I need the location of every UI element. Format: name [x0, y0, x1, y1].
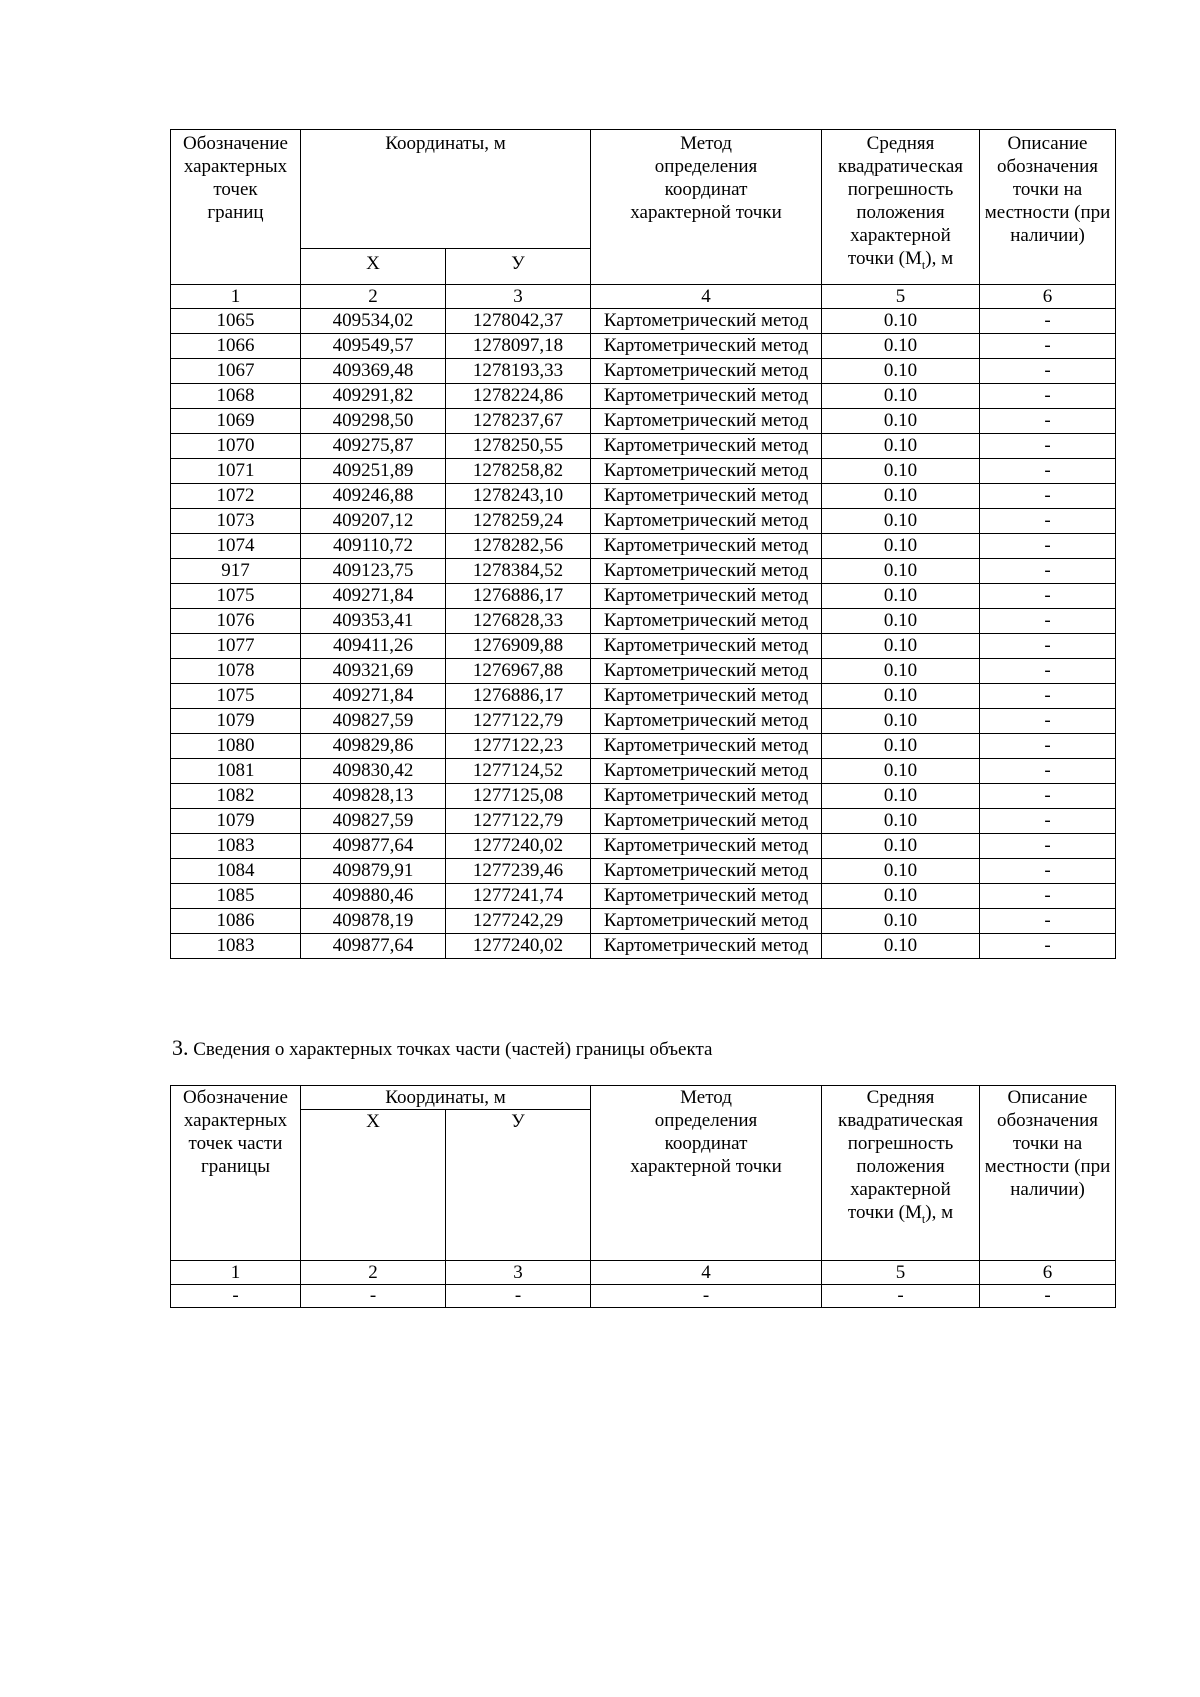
y-coordinate-cell: 1278250,55 — [446, 434, 591, 459]
column-number: 6 — [980, 1261, 1116, 1285]
column-number: 5 — [822, 1261, 980, 1285]
point-designation-cell: 1078 — [171, 659, 301, 684]
description-cell: - — [980, 384, 1116, 409]
table-row — [171, 409, 1116, 434]
x-coordinate-cell: 409828,13 — [301, 784, 446, 809]
description-cell: - — [980, 884, 1116, 909]
error-cell: 0.10 — [822, 859, 980, 884]
y-coordinate-cell: 1278384,52 — [446, 559, 591, 584]
x-coordinate-cell: - — [301, 1285, 446, 1308]
x-coordinate-cell: 409829,86 — [301, 734, 446, 759]
description-cell: - — [980, 734, 1116, 759]
method-cell: Картометрический метод — [591, 934, 822, 959]
table-row — [171, 859, 1116, 884]
y-coordinate-cell: 1276886,17 — [446, 584, 591, 609]
y-coordinate-cell: 1276828,33 — [446, 609, 591, 634]
point-designation-cell: 1067 — [171, 359, 301, 384]
point-designation-cell: 1073 — [171, 509, 301, 534]
description-cell: - — [980, 459, 1116, 484]
x-coordinate-cell: 409321,69 — [301, 659, 446, 684]
x-coordinate-cell: 409110,72 — [301, 534, 446, 559]
point-designation-cell: 1079 — [171, 809, 301, 834]
error-cell: 0.10 — [822, 559, 980, 584]
x-coordinate-cell: 409353,41 — [301, 609, 446, 634]
y-coordinate-cell: 1277240,02 — [446, 934, 591, 959]
error-cell: 0.10 — [822, 534, 980, 559]
x-coordinate-cell: 409369,48 — [301, 359, 446, 384]
description-cell: - — [980, 859, 1116, 884]
table-row — [171, 734, 1116, 759]
error-cell: - — [822, 1285, 980, 1308]
point-designation-cell: 1070 — [171, 434, 301, 459]
column-number: 3 — [446, 285, 591, 309]
boundary-points-table — [170, 129, 1116, 959]
x-coordinate-cell: 409534,02 — [301, 309, 446, 334]
point-designation-cell: 1068 — [171, 384, 301, 409]
method-cell: Картометрический метод — [591, 384, 822, 409]
error-cell: 0.10 — [822, 484, 980, 509]
description-cell: - — [980, 334, 1116, 359]
method-cell: Картометрический метод — [591, 909, 822, 934]
table-row — [171, 434, 1116, 459]
point-designation-cell: 1086 — [171, 909, 301, 934]
y-coordinate-cell: 1278193,33 — [446, 359, 591, 384]
section-number: 3. — [172, 1035, 189, 1060]
x-coordinate-cell: 409878,19 — [301, 909, 446, 934]
point-designation-cell: 1079 — [171, 709, 301, 734]
method-cell: Картометрический метод — [591, 534, 822, 559]
error-cell: 0.10 — [822, 684, 980, 709]
table-row — [171, 609, 1116, 634]
description-cell: - — [980, 684, 1116, 709]
error-cell: 0.10 — [822, 384, 980, 409]
description-cell: - — [980, 309, 1116, 334]
method-cell: Картометрический метод — [591, 484, 822, 509]
table-row — [171, 459, 1116, 484]
point-designation-cell: 1075 — [171, 584, 301, 609]
method-cell: Картометрический метод — [591, 459, 822, 484]
y-coordinate-cell: 1277122,79 — [446, 809, 591, 834]
description-cell: - — [980, 934, 1116, 959]
method-cell: Картометрический метод — [591, 759, 822, 784]
table-row — [171, 934, 1116, 959]
header-method: Метод определения координат характерной точки — [591, 130, 822, 285]
table-row — [171, 1285, 1116, 1308]
error-cell: 0.10 — [822, 634, 980, 659]
header-description: Описание обозначения точки на местности (при наличии) — [980, 1086, 1116, 1261]
header-mean-square-error: Средняя квадратическая погрешность положения характерной точки $(M_t)$, м — [822, 1086, 980, 1261]
header-point-designation: Обозначение характерных точек границ — [171, 130, 301, 285]
y-coordinate-cell: 1277124,52 — [446, 759, 591, 784]
y-coordinate-cell: 1277122,23 — [446, 734, 591, 759]
point-designation-cell: 1082 — [171, 784, 301, 809]
description-cell: - — [980, 809, 1116, 834]
method-cell: Картометрический метод — [591, 734, 822, 759]
x-coordinate-cell: 409877,64 — [301, 934, 446, 959]
table-row — [171, 909, 1116, 934]
method-cell: Картометрический метод — [591, 359, 822, 384]
y-coordinate-cell: 1277241,74 — [446, 884, 591, 909]
table-row — [171, 559, 1116, 584]
method-cell: Картометрический метод — [591, 409, 822, 434]
error-cell: 0.10 — [822, 709, 980, 734]
description-cell: - — [980, 559, 1116, 584]
column-number: 2 — [301, 285, 446, 309]
description-cell: - — [980, 659, 1116, 684]
table-row — [171, 809, 1116, 834]
table-row — [171, 534, 1116, 559]
header-y: У — [446, 249, 591, 285]
description-cell: - — [980, 534, 1116, 559]
method-cell: Картометрический метод — [591, 709, 822, 734]
point-designation-cell: 1083 — [171, 934, 301, 959]
table-row — [171, 584, 1116, 609]
error-cell: 0.10 — [822, 409, 980, 434]
method-cell: Картометрический метод — [591, 684, 822, 709]
point-designation-cell: 1074 — [171, 534, 301, 559]
table-row — [171, 359, 1116, 384]
method-cell: Картометрический метод — [591, 634, 822, 659]
description-cell: - — [980, 584, 1116, 609]
header-method: Метод определения координат характерной точки — [591, 1086, 822, 1261]
table-row — [171, 784, 1116, 809]
table-row — [171, 509, 1116, 534]
y-coordinate-cell: 1278237,67 — [446, 409, 591, 434]
method-cell: Картометрический метод — [591, 659, 822, 684]
x-coordinate-cell: 409251,89 — [301, 459, 446, 484]
method-cell: Картометрический метод — [591, 784, 822, 809]
x-coordinate-cell: 409275,87 — [301, 434, 446, 459]
point-designation-cell: 1084 — [171, 859, 301, 884]
table-row — [171, 634, 1116, 659]
description-cell: - — [980, 909, 1116, 934]
x-coordinate-cell: 409827,59 — [301, 709, 446, 734]
column-number: 3 — [446, 1261, 591, 1285]
header-description: Описание обозначения точки на местности (при наличии) — [980, 130, 1116, 285]
point-designation-cell: 1066 — [171, 334, 301, 359]
point-designation-cell: 1069 — [171, 409, 301, 434]
table-row — [171, 659, 1116, 684]
method-cell: Картометрический метод — [591, 859, 822, 884]
column-number-row — [171, 285, 1116, 309]
y-coordinate-cell: 1278258,82 — [446, 459, 591, 484]
point-designation-cell: 1076 — [171, 609, 301, 634]
y-coordinate-cell: 1277125,08 — [446, 784, 591, 809]
description-cell: - — [980, 784, 1116, 809]
y-coordinate-cell: 1277239,46 — [446, 859, 591, 884]
error-cell: 0.10 — [822, 434, 980, 459]
error-cell: 0.10 — [822, 834, 980, 859]
error-cell: 0.10 — [822, 809, 980, 834]
error-cell: 0.10 — [822, 934, 980, 959]
table-row — [171, 484, 1116, 509]
description-cell: - — [980, 709, 1116, 734]
table-row — [171, 834, 1116, 859]
point-designation-cell: 1080 — [171, 734, 301, 759]
x-coordinate-cell: 409877,64 — [301, 834, 446, 859]
header-mean-square-error: Средняя квадратическая погрешность положения характерной точки $(M_t)$, м — [822, 130, 980, 285]
x-coordinate-cell: 409879,91 — [301, 859, 446, 884]
error-cell: 0.10 — [822, 884, 980, 909]
error-cell: 0.10 — [822, 609, 980, 634]
y-coordinate-cell: 1278097,18 — [446, 334, 591, 359]
column-number: 4 — [591, 285, 822, 309]
table-row — [171, 709, 1116, 734]
x-coordinate-cell: 409827,59 — [301, 809, 446, 834]
x-coordinate-cell: 409291,82 — [301, 384, 446, 409]
point-designation-cell: - — [171, 1285, 301, 1308]
table-row — [171, 684, 1116, 709]
error-cell: 0.10 — [822, 459, 980, 484]
y-coordinate-cell: 1276886,17 — [446, 684, 591, 709]
point-designation-cell: 1072 — [171, 484, 301, 509]
x-coordinate-cell: 409830,42 — [301, 759, 446, 784]
description-cell: - — [980, 1285, 1116, 1308]
point-designation-cell: 1083 — [171, 834, 301, 859]
method-cell: Картометрический метод — [591, 609, 822, 634]
x-coordinate-cell: 409549,57 — [301, 334, 446, 359]
description-cell: - — [980, 509, 1116, 534]
y-coordinate-cell: 1278224,86 — [446, 384, 591, 409]
description-cell: - — [980, 484, 1116, 509]
part-boundary-points-table — [170, 1085, 1116, 1308]
column-number: 4 — [591, 1261, 822, 1285]
point-designation-cell: 1077 — [171, 634, 301, 659]
table-row — [171, 884, 1116, 909]
x-coordinate-cell: 409298,50 — [301, 409, 446, 434]
section-title: Сведения о характерных точках части (частей) границы объекта — [193, 1039, 713, 1060]
x-coordinate-cell: 409246,88 — [301, 484, 446, 509]
error-cell: 0.10 — [822, 509, 980, 534]
description-cell: - — [980, 434, 1116, 459]
description-cell: - — [980, 634, 1116, 659]
method-cell: Картометрический метод — [591, 434, 822, 459]
method-cell: Картометрический метод — [591, 309, 822, 334]
y-coordinate-cell: 1278243,10 — [446, 484, 591, 509]
header-y: У — [446, 1110, 591, 1261]
y-coordinate-cell: - — [446, 1285, 591, 1308]
header-coordinates: Координаты, м — [301, 130, 591, 249]
x-coordinate-cell: 409271,84 — [301, 684, 446, 709]
error-cell: 0.10 — [822, 909, 980, 934]
column-number-row — [171, 1261, 1116, 1285]
y-coordinate-cell: 1278282,56 — [446, 534, 591, 559]
point-designation-cell: 1071 — [171, 459, 301, 484]
header-x: Х — [301, 249, 446, 285]
method-cell: Картометрический метод — [591, 584, 822, 609]
y-coordinate-cell: 1278042,37 — [446, 309, 591, 334]
method-cell: Картометрический метод — [591, 884, 822, 909]
error-cell: 0.10 — [822, 659, 980, 684]
error-cell: 0.10 — [822, 784, 980, 809]
error-cell: 0.10 — [822, 309, 980, 334]
x-coordinate-cell: 409271,84 — [301, 584, 446, 609]
y-coordinate-cell: 1276967,88 — [446, 659, 591, 684]
method-cell: - — [591, 1285, 822, 1308]
column-number: 2 — [301, 1261, 446, 1285]
method-cell: Картометрический метод — [591, 559, 822, 584]
method-cell: Картометрический метод — [591, 834, 822, 859]
point-designation-cell: 917 — [171, 559, 301, 584]
method-cell: Картометрический метод — [591, 809, 822, 834]
x-coordinate-cell: 409411,26 — [301, 634, 446, 659]
header-x: Х — [301, 1110, 446, 1261]
description-cell: - — [980, 759, 1116, 784]
point-designation-cell: 1085 — [171, 884, 301, 909]
y-coordinate-cell: 1277242,29 — [446, 909, 591, 934]
description-cell: - — [980, 359, 1116, 384]
column-number: 1 — [171, 1261, 301, 1285]
y-coordinate-cell: 1277122,79 — [446, 709, 591, 734]
table-row — [171, 309, 1116, 334]
y-coordinate-cell: 1276909,88 — [446, 634, 591, 659]
x-coordinate-cell: 409123,75 — [301, 559, 446, 584]
error-cell: 0.10 — [822, 359, 980, 384]
x-coordinate-cell: 409207,12 — [301, 509, 446, 534]
description-cell: - — [980, 834, 1116, 859]
point-designation-cell: 1065 — [171, 309, 301, 334]
table-row — [171, 334, 1116, 359]
y-coordinate-cell: 1278259,24 — [446, 509, 591, 534]
x-coordinate-cell: 409880,46 — [301, 884, 446, 909]
column-number: 6 — [980, 285, 1116, 309]
section-heading — [172, 1035, 712, 1061]
header-coordinates: Координаты, м — [301, 1086, 591, 1110]
description-cell: - — [980, 409, 1116, 434]
header-point-designation: Обозначение характерных точек части границы — [171, 1086, 301, 1261]
table-row — [171, 759, 1116, 784]
column-number: 5 — [822, 285, 980, 309]
point-designation-cell: 1075 — [171, 684, 301, 709]
error-cell: 0.10 — [822, 334, 980, 359]
method-cell: Картометрический метод — [591, 334, 822, 359]
method-cell: Картометрический метод — [591, 509, 822, 534]
error-cell: 0.10 — [822, 734, 980, 759]
table-row — [171, 384, 1116, 409]
error-cell: 0.10 — [822, 584, 980, 609]
error-cell: 0.10 — [822, 759, 980, 784]
point-designation-cell: 1081 — [171, 759, 301, 784]
column-number: 1 — [171, 285, 301, 309]
y-coordinate-cell: 1277240,02 — [446, 834, 591, 859]
description-cell: - — [980, 609, 1116, 634]
